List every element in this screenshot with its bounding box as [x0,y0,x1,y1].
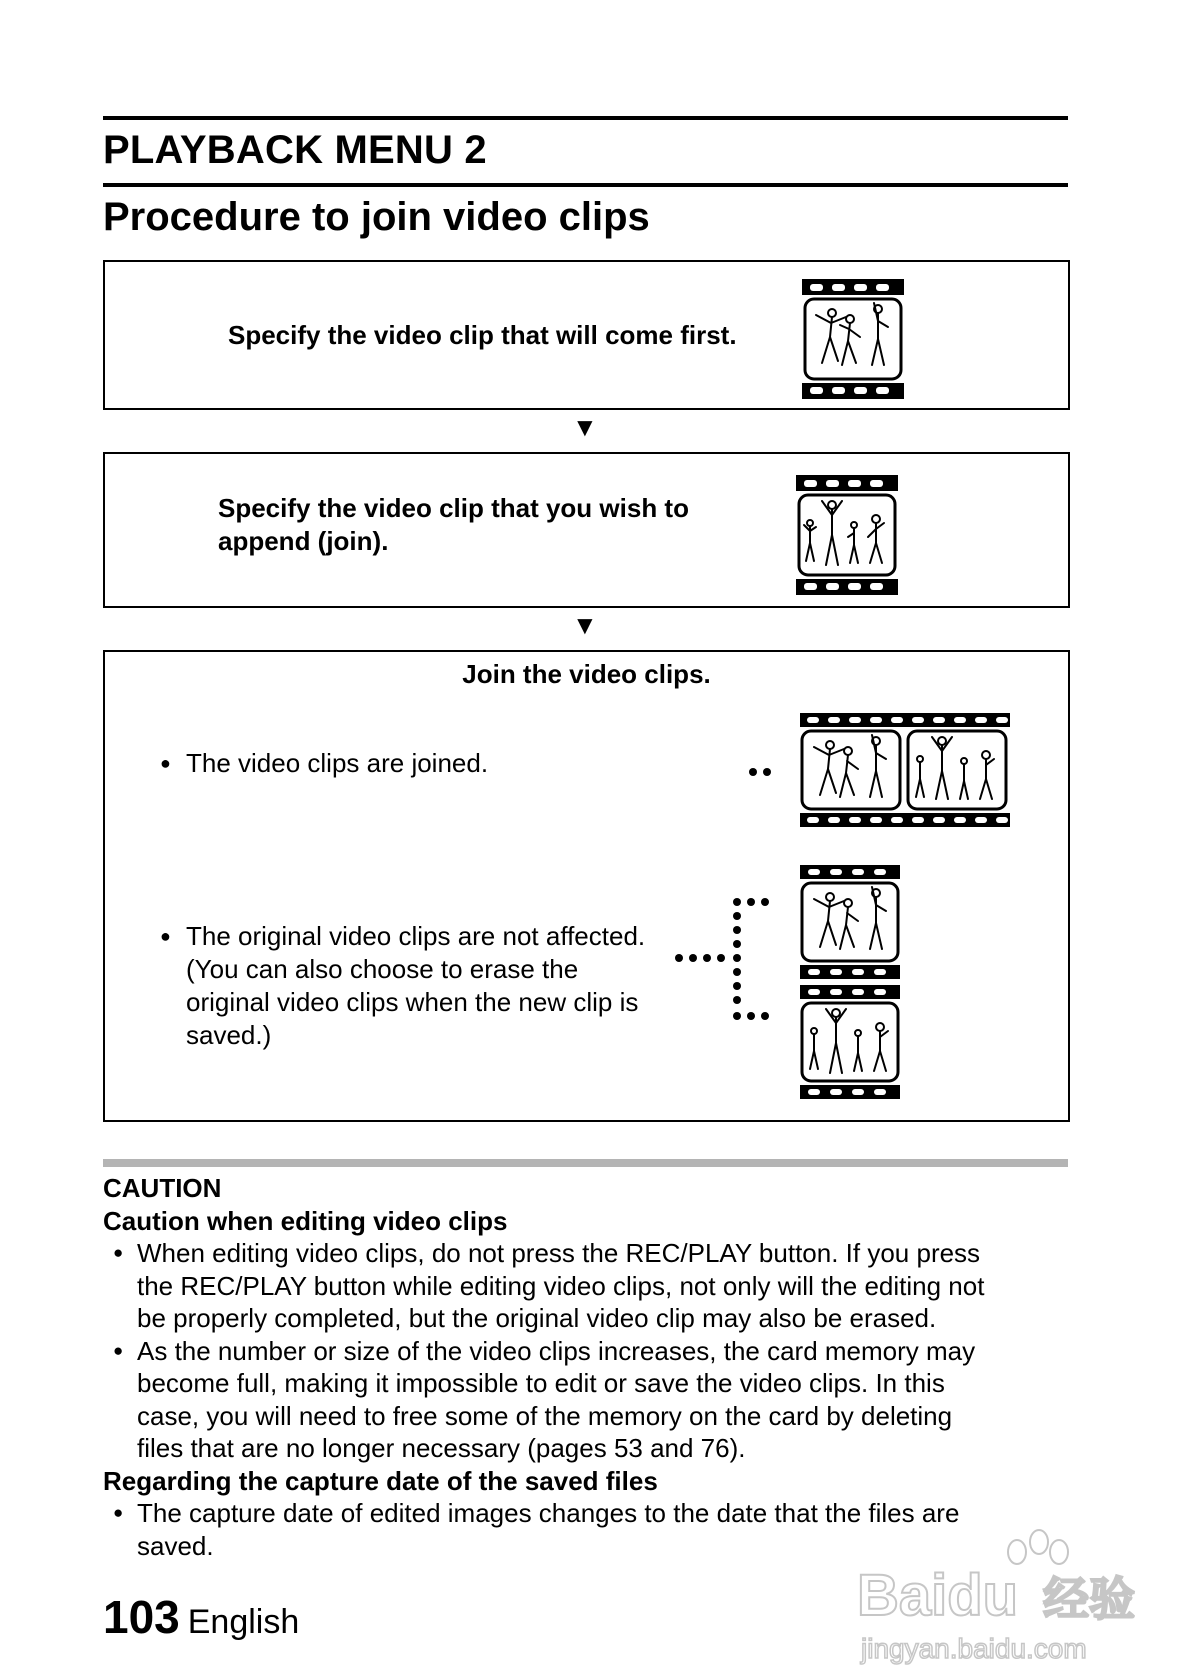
original-line-3: original video clips when the new clip is [186,987,639,1017]
caution-line: As the number or size of the video clips increases, the card memory may [137,1335,976,1366]
caution-line: files that are no longer necessary (pages 53 and 76). [137,1433,746,1463]
step-1-box [103,260,1070,410]
caution-line: When editing video clips, do not press the REC/PLAY button. If you press [137,1238,981,1268]
bullet-dot: ● [160,753,171,773]
caution-divider [103,1159,1068,1167]
caution-line: become full, making it impossible to edit or save the video clips. In this [137,1368,945,1398]
page-footer [103,1590,299,1644]
caution-item [103,1335,1068,1465]
joined-film-strip-icon [800,713,1010,827]
watermark-brand: Baidu [857,1563,1019,1628]
caution-heading-editing: Caution when editing video clips [103,1205,508,1236]
step-1-text: Specify the video clip that will come first. [228,320,737,350]
caution-item [103,1237,1068,1335]
step-arrow-2: ▼ [572,610,598,640]
joined-connector-dots [745,762,785,782]
caution-line: case, you will need to free some of the memory on the card by deleting [137,1400,953,1431]
caution-line: The capture date of edited images changes to the date that the files are [137,1498,960,1528]
bullet-dot: ● [113,1340,124,1360]
step-2-box [103,452,1070,608]
watermark-url: jingyan.baidu.com [861,1633,1087,1664]
original-bullet [160,920,646,1052]
step-2-line-2: append (join). [218,526,389,556]
caution-line: the REC/PLAY button while editing video clips, not only will the editing not [137,1270,985,1301]
caution-line: saved. [137,1530,214,1561]
section-title: PLAYBACK MENU 2 [103,128,487,172]
original-clip-a-icon [800,865,900,979]
step-2-text [218,492,689,558]
original-line-2: (You can also choose to erase the [186,954,579,984]
joined-text: The video clips are joined. [186,748,489,778]
step-3-title: Join the video clips. [462,659,711,689]
caution-label: CAUTION [103,1173,222,1203]
bullet-dot: ● [113,1243,124,1262]
film-frame-clip-a-icon [802,279,904,399]
original-line-1: The original video clips are not affected. [186,921,646,951]
page-subtitle: Procedure to join video clips [103,195,650,239]
watermark-cn: 经验 [1043,1572,1135,1626]
step-arrow-1: ▼ [572,412,598,442]
step-2-line-1: Specify the video clip that you wish to [218,493,689,523]
baidu-watermark-logo [855,1520,1145,1670]
bullet-dot: ● [160,926,171,946]
joined-bullet [160,747,489,780]
caution-line: be properly completed, but the original video clip may also be erased. [137,1303,937,1333]
step-3-box [103,650,1070,1122]
bullet-dot: ● [113,1503,124,1522]
title-rule [103,183,1068,187]
original-line-4: saved.) [186,1020,272,1050]
original-clip-b-icon [800,985,900,1099]
original-connector-dots [665,892,775,1032]
top-rule [103,116,1068,120]
caution-heading-capture-date: Regarding the capture date of the saved files [103,1465,658,1496]
film-frame-clip-b-icon [796,475,898,595]
caution-section [103,1172,1068,1562]
page-language: English [187,1603,300,1641]
page-number: 103 [103,1591,180,1643]
